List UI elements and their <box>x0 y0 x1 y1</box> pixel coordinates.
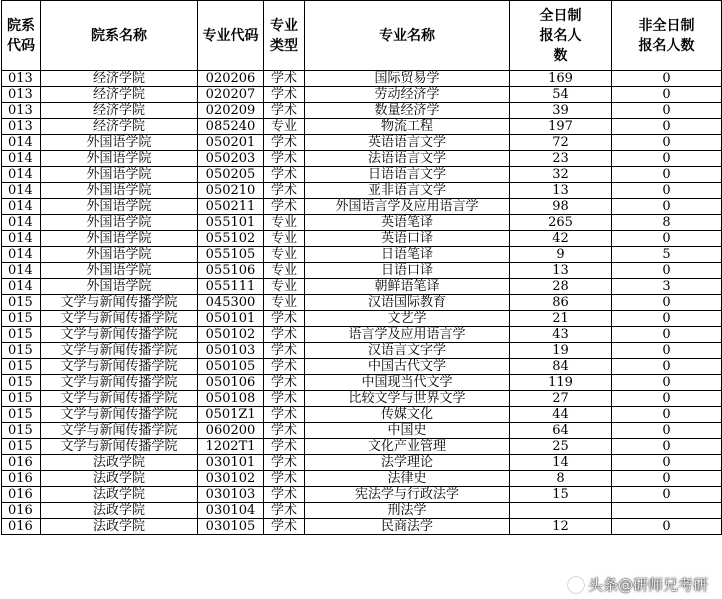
dept-name-cell: 法政学院 <box>41 503 198 519</box>
parttime-count-cell: 0 <box>612 471 722 487</box>
major-type-cell: 学术 <box>264 375 305 391</box>
major-type-cell: 学术 <box>264 343 305 359</box>
major-type-cell: 学术 <box>264 359 305 375</box>
table-row <box>2 167 722 183</box>
table-row <box>2 311 722 327</box>
fulltime-count-cell: 12 <box>510 519 612 535</box>
major-code-cell: 050108 <box>198 391 264 407</box>
major-code-cell: 020206 <box>198 71 264 87</box>
table-row <box>2 503 722 519</box>
major-name-cell: 朝鲜语笔译 <box>305 279 510 295</box>
dept-code-cell: 014 <box>2 167 41 183</box>
dept-code-cell: 016 <box>2 471 41 487</box>
fulltime-count-cell: 8 <box>510 471 612 487</box>
fulltime-count-cell: 86 <box>510 295 612 311</box>
table-row <box>2 151 722 167</box>
dept-name-cell: 文学与新闻传播学院 <box>41 407 198 423</box>
major-type-cell: 学术 <box>264 455 305 471</box>
major-name-cell: 外国语言学及应用语言学 <box>305 199 510 215</box>
dept-name-cell: 外国语学院 <box>41 247 198 263</box>
fulltime-count-cell: 43 <box>510 327 612 343</box>
major-code-cell: 050201 <box>198 135 264 151</box>
dept-name-cell: 经济学院 <box>41 103 198 119</box>
major-name-cell: 宪法学与行政法学 <box>305 487 510 503</box>
dept-name-cell: 文学与新闻传播学院 <box>41 327 198 343</box>
table-row <box>2 343 722 359</box>
watermark-text: 头条@研师兄考研 <box>587 576 708 594</box>
header-major-type: 专业类型 <box>264 1 305 71</box>
header-fulltime: 全日制报名人数 <box>510 1 612 71</box>
dept-name-cell: 外国语学院 <box>41 279 198 295</box>
table-row <box>2 279 722 295</box>
major-name-cell: 刑法学 <box>305 503 510 519</box>
dept-name-cell: 经济学院 <box>41 87 198 103</box>
major-type-cell: 专业 <box>264 215 305 231</box>
dept-code-cell: 014 <box>2 151 41 167</box>
table-row <box>2 471 722 487</box>
parttime-count-cell: 0 <box>612 311 722 327</box>
fulltime-count-cell: 32 <box>510 167 612 183</box>
fulltime-count-cell: 27 <box>510 391 612 407</box>
major-code-cell: 030101 <box>198 455 264 471</box>
major-code-cell: 1202T1 <box>198 439 264 455</box>
dept-name-cell: 法政学院 <box>41 487 198 503</box>
major-code-cell: 050210 <box>198 183 264 199</box>
dept-code-cell: 016 <box>2 487 41 503</box>
major-type-cell: 学术 <box>264 199 305 215</box>
dept-code-cell: 014 <box>2 231 41 247</box>
table-row <box>2 423 722 439</box>
fulltime-count-cell: 44 <box>510 407 612 423</box>
major-type-cell: 学术 <box>264 519 305 535</box>
fulltime-count-cell <box>510 503 612 519</box>
major-code-cell: 050211 <box>198 199 264 215</box>
fulltime-count-cell: 265 <box>510 215 612 231</box>
major-type-cell: 学术 <box>264 439 305 455</box>
fulltime-count-cell: 169 <box>510 71 612 87</box>
table-row <box>2 87 722 103</box>
parttime-count-cell: 0 <box>612 263 722 279</box>
dept-code-cell: 013 <box>2 119 41 135</box>
major-name-cell: 亚非语言文学 <box>305 183 510 199</box>
parttime-count-cell: 0 <box>612 407 722 423</box>
fulltime-count-cell: 42 <box>510 231 612 247</box>
table-row <box>2 487 722 503</box>
major-code-cell: 055102 <box>198 231 264 247</box>
major-code-cell: 085240 <box>198 119 264 135</box>
dept-code-cell: 014 <box>2 215 41 231</box>
table-row <box>2 327 722 343</box>
major-name-cell: 中国古代文学 <box>305 359 510 375</box>
major-name-cell: 传媒文化 <box>305 407 510 423</box>
parttime-count-cell: 0 <box>612 343 722 359</box>
major-code-cell: 030105 <box>198 519 264 535</box>
major-name-cell: 法语语言文学 <box>305 151 510 167</box>
table-row <box>2 439 722 455</box>
table-row <box>2 71 722 87</box>
dept-code-cell: 015 <box>2 343 41 359</box>
major-code-cell: 045300 <box>198 295 264 311</box>
dept-name-cell: 经济学院 <box>41 71 198 87</box>
table-body <box>2 71 722 535</box>
major-name-cell: 英语口译 <box>305 231 510 247</box>
major-code-cell: 060200 <box>198 423 264 439</box>
table-row <box>2 231 722 247</box>
dept-code-cell: 015 <box>2 439 41 455</box>
dept-name-cell: 外国语学院 <box>41 151 198 167</box>
dept-name-cell: 文学与新闻传播学院 <box>41 423 198 439</box>
dept-name-cell: 文学与新闻传播学院 <box>41 295 198 311</box>
major-type-cell: 专业 <box>264 295 305 311</box>
dept-code-cell: 016 <box>2 519 41 535</box>
major-type-cell: 学术 <box>264 503 305 519</box>
parttime-count-cell: 0 <box>612 375 722 391</box>
fulltime-count-cell: 23 <box>510 151 612 167</box>
major-code-cell: 055111 <box>198 279 264 295</box>
dept-code-cell: 015 <box>2 375 41 391</box>
parttime-count-cell: 0 <box>612 151 722 167</box>
parttime-count-cell: 0 <box>612 119 722 135</box>
major-name-cell: 中国现当代文学 <box>305 375 510 391</box>
major-name-cell: 汉语言文字学 <box>305 343 510 359</box>
dept-code-cell: 014 <box>2 247 41 263</box>
dept-name-cell: 文学与新闻传播学院 <box>41 439 198 455</box>
dept-code-cell: 014 <box>2 199 41 215</box>
major-type-cell: 专业 <box>264 247 305 263</box>
parttime-count-cell: 0 <box>612 199 722 215</box>
major-code-cell: 050101 <box>198 311 264 327</box>
dept-name-cell: 文学与新闻传播学院 <box>41 311 198 327</box>
parttime-count-cell: 0 <box>612 327 722 343</box>
parttime-count-cell: 0 <box>612 423 722 439</box>
fulltime-count-cell: 13 <box>510 183 612 199</box>
major-type-cell: 专业 <box>264 279 305 295</box>
parttime-count-cell: 0 <box>612 135 722 151</box>
major-type-cell: 学术 <box>264 103 305 119</box>
table-row <box>2 359 722 375</box>
major-code-cell: 055101 <box>198 215 264 231</box>
major-code-cell: 050105 <box>198 359 264 375</box>
dept-name-cell: 文学与新闻传播学院 <box>41 343 198 359</box>
table-row <box>2 183 722 199</box>
dept-code-cell: 014 <box>2 183 41 199</box>
dept-code-cell: 015 <box>2 407 41 423</box>
table-row <box>2 263 722 279</box>
major-code-cell: 055105 <box>198 247 264 263</box>
parttime-count-cell: 0 <box>612 167 722 183</box>
dept-name-cell: 文学与新闻传播学院 <box>41 359 198 375</box>
major-type-cell: 学术 <box>264 311 305 327</box>
table-row <box>2 295 722 311</box>
parttime-count-cell: 3 <box>612 279 722 295</box>
major-name-cell: 日语口译 <box>305 263 510 279</box>
header-dept-name: 院系名称 <box>41 1 198 71</box>
parttime-count-cell: 0 <box>612 487 722 503</box>
dept-name-cell: 文学与新闻传播学院 <box>41 375 198 391</box>
major-name-cell: 数量经济学 <box>305 103 510 119</box>
table-row <box>2 199 722 215</box>
fulltime-count-cell: 15 <box>510 487 612 503</box>
major-name-cell: 英语笔译 <box>305 215 510 231</box>
dept-name-cell: 法政学院 <box>41 519 198 535</box>
major-code-cell: 020207 <box>198 87 264 103</box>
major-name-cell: 英语语言文学 <box>305 135 510 151</box>
major-code-cell: 0501Z1 <box>198 407 264 423</box>
table-row <box>2 519 722 535</box>
fulltime-count-cell: 98 <box>510 199 612 215</box>
major-name-cell: 劳动经济学 <box>305 87 510 103</box>
dept-name-cell: 经济学院 <box>41 119 198 135</box>
major-name-cell: 日语语言文学 <box>305 167 510 183</box>
dept-code-cell: 015 <box>2 327 41 343</box>
table-row <box>2 455 722 471</box>
major-code-cell: 050205 <box>198 167 264 183</box>
fulltime-count-cell: 21 <box>510 311 612 327</box>
dept-name-cell: 外国语学院 <box>41 231 198 247</box>
dept-code-cell: 015 <box>2 311 41 327</box>
fulltime-count-cell: 9 <box>510 247 612 263</box>
enrollment-table <box>1 0 722 535</box>
parttime-count-cell: 0 <box>612 103 722 119</box>
table-row <box>2 247 722 263</box>
major-type-cell: 学术 <box>264 151 305 167</box>
fulltime-count-cell: 28 <box>510 279 612 295</box>
major-type-cell: 学术 <box>264 487 305 503</box>
fulltime-count-cell: 64 <box>510 423 612 439</box>
parttime-count-cell: 8 <box>612 215 722 231</box>
dept-code-cell: 014 <box>2 135 41 151</box>
major-code-cell: 050106 <box>198 375 264 391</box>
major-code-cell: 030102 <box>198 471 264 487</box>
major-code-cell: 050203 <box>198 151 264 167</box>
parttime-count-cell: 0 <box>612 87 722 103</box>
major-type-cell: 学术 <box>264 183 305 199</box>
major-name-cell: 文化产业管理 <box>305 439 510 455</box>
table-row <box>2 215 722 231</box>
dept-name-cell: 外国语学院 <box>41 199 198 215</box>
dept-name-cell: 法政学院 <box>41 471 198 487</box>
dept-code-cell: 015 <box>2 423 41 439</box>
parttime-count-cell: 0 <box>612 183 722 199</box>
header-dept-code: 院系代码 <box>2 1 41 71</box>
fulltime-count-cell: 119 <box>510 375 612 391</box>
major-type-cell: 学术 <box>264 71 305 87</box>
table-header <box>2 1 722 71</box>
major-name-cell: 汉语国际教育 <box>305 295 510 311</box>
major-name-cell: 法律史 <box>305 471 510 487</box>
fulltime-count-cell: 197 <box>510 119 612 135</box>
parttime-count-cell: 0 <box>612 231 722 247</box>
table-row <box>2 391 722 407</box>
major-code-cell: 020209 <box>198 103 264 119</box>
major-name-cell: 日语笔译 <box>305 247 510 263</box>
major-code-cell: 050103 <box>198 343 264 359</box>
major-type-cell: 学术 <box>264 135 305 151</box>
major-type-cell: 学术 <box>264 87 305 103</box>
parttime-count-cell <box>612 503 722 519</box>
parttime-count-cell: 0 <box>612 439 722 455</box>
dept-code-cell: 013 <box>2 71 41 87</box>
major-name-cell: 国际贸易学 <box>305 71 510 87</box>
major-type-cell: 学术 <box>264 407 305 423</box>
dept-code-cell: 015 <box>2 359 41 375</box>
watermark-icon <box>568 577 584 593</box>
major-type-cell: 学术 <box>264 327 305 343</box>
dept-name-cell: 外国语学院 <box>41 167 198 183</box>
major-type-cell: 专业 <box>264 231 305 247</box>
major-name-cell: 文艺学 <box>305 311 510 327</box>
fulltime-count-cell: 39 <box>510 103 612 119</box>
fulltime-count-cell: 54 <box>510 87 612 103</box>
fulltime-count-cell: 25 <box>510 439 612 455</box>
dept-name-cell: 外国语学院 <box>41 183 198 199</box>
dept-code-cell: 015 <box>2 295 41 311</box>
dept-code-cell: 016 <box>2 455 41 471</box>
header-parttime: 非全日制报名人数 <box>612 1 722 71</box>
fulltime-count-cell: 72 <box>510 135 612 151</box>
dept-code-cell: 014 <box>2 279 41 295</box>
major-code-cell: 050102 <box>198 327 264 343</box>
dept-name-cell: 法政学院 <box>41 455 198 471</box>
major-name-cell: 法学理论 <box>305 455 510 471</box>
parttime-count-cell: 0 <box>612 455 722 471</box>
major-name-cell: 语言学及应用语言学 <box>305 327 510 343</box>
major-type-cell: 学术 <box>264 391 305 407</box>
dept-code-cell: 015 <box>2 391 41 407</box>
dept-name-cell: 文学与新闻传播学院 <box>41 391 198 407</box>
major-code-cell: 055106 <box>198 263 264 279</box>
fulltime-count-cell: 13 <box>510 263 612 279</box>
fulltime-count-cell: 19 <box>510 343 612 359</box>
parttime-count-cell: 0 <box>612 71 722 87</box>
dept-code-cell: 014 <box>2 263 41 279</box>
fulltime-count-cell: 14 <box>510 455 612 471</box>
dept-name-cell: 外国语学院 <box>41 263 198 279</box>
parttime-count-cell: 5 <box>612 247 722 263</box>
dept-name-cell: 外国语学院 <box>41 135 198 151</box>
major-type-cell: 专业 <box>264 119 305 135</box>
dept-name-cell: 外国语学院 <box>41 215 198 231</box>
table-row <box>2 375 722 391</box>
header-major-code: 专业代码 <box>198 1 264 71</box>
parttime-count-cell: 0 <box>612 391 722 407</box>
table-row <box>2 103 722 119</box>
major-code-cell: 030104 <box>198 503 264 519</box>
major-code-cell: 030103 <box>198 487 264 503</box>
dept-code-cell: 013 <box>2 87 41 103</box>
parttime-count-cell: 0 <box>612 295 722 311</box>
table-row <box>2 135 722 151</box>
watermark <box>568 574 708 595</box>
dept-code-cell: 013 <box>2 103 41 119</box>
major-name-cell: 物流工程 <box>305 119 510 135</box>
parttime-count-cell: 0 <box>612 519 722 535</box>
dept-code-cell: 016 <box>2 503 41 519</box>
header-major-name: 专业名称 <box>305 1 510 71</box>
major-type-cell: 学术 <box>264 167 305 183</box>
major-type-cell: 专业 <box>264 263 305 279</box>
major-type-cell: 学术 <box>264 471 305 487</box>
major-type-cell: 学术 <box>264 423 305 439</box>
table-row <box>2 119 722 135</box>
fulltime-count-cell: 84 <box>510 359 612 375</box>
parttime-count-cell: 0 <box>612 359 722 375</box>
major-name-cell: 民商法学 <box>305 519 510 535</box>
table-row <box>2 407 722 423</box>
major-name-cell: 中国史 <box>305 423 510 439</box>
major-name-cell: 比较文学与世界文学 <box>305 391 510 407</box>
